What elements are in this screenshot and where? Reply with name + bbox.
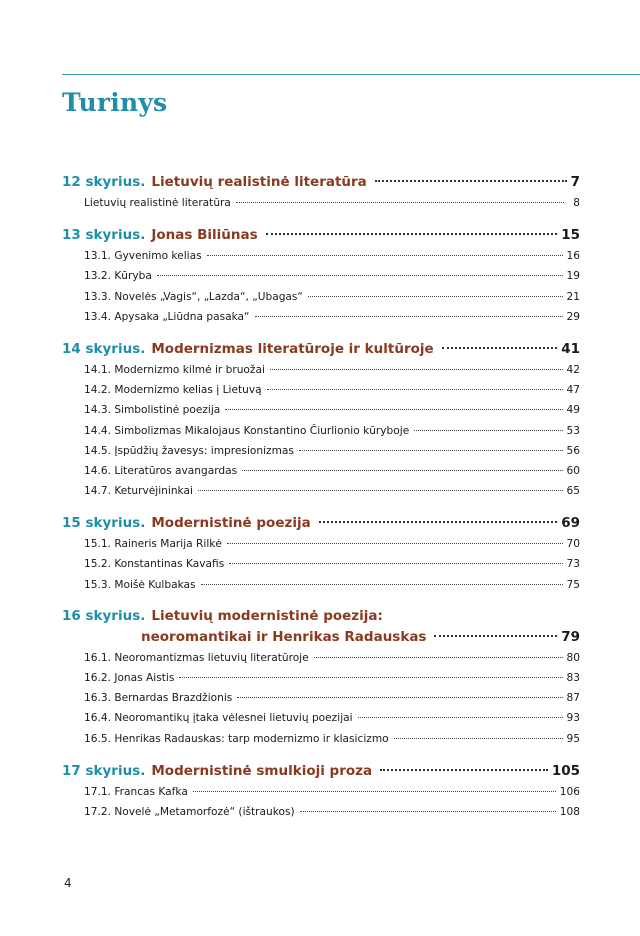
item-title: 14.1. Modernizmo kilmė ir bruožai <box>84 363 265 376</box>
item-title: 15.3. Moišė Kulbakas <box>84 578 196 591</box>
toc-item[interactable] <box>62 688 580 708</box>
toc-item[interactable] <box>62 648 580 668</box>
toc-item[interactable] <box>62 307 580 327</box>
toc-item[interactable] <box>62 441 580 461</box>
page-number: 4 <box>64 876 72 890</box>
toc-item[interactable] <box>62 266 580 286</box>
toc-item[interactable] <box>62 554 580 574</box>
dot-leader <box>300 811 556 812</box>
toc-chapter[interactable] <box>62 224 580 246</box>
dot-leader <box>314 657 563 658</box>
page-title: Turinys <box>62 88 168 117</box>
chapter-page: 15 <box>561 227 580 244</box>
item-title: 16.3. Bernardas Brazdžionis <box>84 692 233 705</box>
item-title: 15.1. Raineris Marija Rilkė <box>84 538 222 551</box>
toc-section <box>62 512 580 595</box>
toc-section <box>62 606 580 749</box>
item-title: 13.4. Apysaka „Liūdna pasaka“ <box>84 310 250 323</box>
dot-leader <box>442 347 558 349</box>
item-page: 87 <box>566 692 580 705</box>
toc-item[interactable] <box>62 802 580 822</box>
dot-leader <box>225 409 562 410</box>
item-title: 17.1. Francas Kafka <box>84 785 188 798</box>
toc-item[interactable] <box>62 421 580 441</box>
chapter-page: 7 <box>570 174 580 190</box>
toc-chapter[interactable] <box>62 606 580 648</box>
dot-leader <box>270 369 563 370</box>
dot-leader <box>198 490 563 491</box>
chapter-title: Lietuvių modernistinė poezija: <box>151 607 383 624</box>
dot-leader <box>319 521 558 523</box>
item-title: 16.1. Neoromantizmas lietuvių literatūroje <box>84 651 309 664</box>
chapter-page: 69 <box>561 515 580 532</box>
chapter-label: 14 skyrius. <box>62 340 146 357</box>
item-page: 95 <box>566 732 580 745</box>
item-title: 16.5. Henrikas Radauskas: tarp modernizmo ir klasicizmo <box>84 732 389 745</box>
chapter-title: Modernistinė smulkioji proza <box>151 762 373 779</box>
item-page: 83 <box>566 672 580 684</box>
toc-item[interactable] <box>62 534 580 554</box>
toc-item[interactable] <box>62 575 580 595</box>
chapter-title-continued: neoromantikai ir Henrikas Radauskas <box>141 628 427 645</box>
dot-leader <box>157 275 563 276</box>
chapter-label: 13 skyrius. <box>62 227 146 244</box>
chapter-page: 41 <box>561 340 580 357</box>
chapter-title: Jonas Biliūnas <box>151 227 258 244</box>
toc-item[interactable] <box>62 287 580 307</box>
toc-item[interactable] <box>62 360 580 380</box>
item-page: 65 <box>566 485 580 498</box>
item-title: 14.5. Įspūdžių žavesys: impresionizmas <box>84 444 294 457</box>
dot-leader <box>242 470 562 471</box>
toc-item[interactable] <box>62 380 580 400</box>
item-page: 73 <box>566 558 580 571</box>
dot-leader <box>237 697 562 698</box>
dot-leader <box>299 450 563 451</box>
dot-leader <box>179 677 562 678</box>
chapter-label: 15 skyrius. <box>62 515 146 532</box>
toc-item[interactable] <box>62 193 580 213</box>
item-page: 108 <box>559 805 580 818</box>
dot-leader <box>394 738 563 739</box>
item-title: 13.1. Gyvenimo kelias <box>84 250 202 263</box>
top-rule <box>62 74 640 75</box>
toc-item[interactable] <box>62 246 580 266</box>
dot-leader <box>358 717 563 718</box>
item-page: 8 <box>573 197 580 209</box>
dot-leader <box>267 389 563 390</box>
item-page: 42 <box>566 363 580 376</box>
item-title: 13.3. Novelės „Vagis“, „Lazda“, „Ubagas“ <box>84 290 303 303</box>
item-title: 15.2. Konstantinas Kavafis <box>84 558 225 571</box>
chapter-page: 105 <box>551 762 580 779</box>
item-page: 75 <box>566 578 580 591</box>
chapter-label: 16 skyrius. <box>62 607 146 624</box>
item-page: 29 <box>566 310 580 323</box>
item-title: 16.2. Jonas Aistis <box>84 672 175 684</box>
dot-leader <box>308 296 563 297</box>
toc-chapter[interactable] <box>62 512 580 534</box>
toc-item[interactable] <box>62 668 580 688</box>
toc-item[interactable] <box>62 708 580 728</box>
item-page: 106 <box>559 785 580 798</box>
item-title: 14.4. Simbolizmas Mikalojaus Konstantino Čiurlionio kūryboje <box>84 424 410 437</box>
dot-leader <box>193 791 556 792</box>
chapter-title: Modernizmas literatūroje ir kultūroje <box>151 340 434 357</box>
toc-item[interactable] <box>62 400 580 420</box>
toc-section <box>62 338 580 501</box>
dot-leader <box>255 316 563 317</box>
item-page: 53 <box>566 424 580 437</box>
item-page: 49 <box>566 404 580 417</box>
dot-leader <box>266 233 558 235</box>
chapter-page: 79 <box>561 628 580 645</box>
chapter-title: Lietuvių realistinė literatūra <box>151 174 367 190</box>
toc-item[interactable] <box>62 729 580 749</box>
toc-section <box>62 224 580 327</box>
item-page: 70 <box>566 538 580 551</box>
dot-leader <box>227 543 563 544</box>
dot-leader <box>229 563 562 564</box>
toc-item[interactable] <box>62 461 580 481</box>
dot-leader <box>375 180 567 182</box>
dot-leader <box>380 769 548 771</box>
item-title: 13.2. Kūryba <box>84 270 152 283</box>
item-title: Lietuvių realistinė literatūra <box>84 197 231 209</box>
toc-item[interactable] <box>62 782 580 802</box>
dot-leader <box>207 255 563 256</box>
toc-section <box>62 760 580 822</box>
toc-section <box>62 171 580 213</box>
item-title: 14.6. Literatūros avangardas <box>84 464 238 477</box>
toc-item[interactable] <box>62 481 580 501</box>
item-title: 14.2. Modernizmo kelias į Lietuvą <box>84 384 262 397</box>
item-title: 14.7. Keturvėjininkai <box>84 485 193 498</box>
toc-chapter[interactable] <box>62 760 580 782</box>
item-page: 93 <box>566 712 580 725</box>
dot-leader <box>201 584 563 585</box>
chapter-title: Modernistinė poezija <box>151 515 311 532</box>
item-page: 19 <box>566 270 580 283</box>
chapter-label: 12 skyrius. <box>62 174 146 190</box>
toc-chapter[interactable] <box>62 338 580 360</box>
item-title: 16.4. Neoromantikų įtaka vėlesnei lietuvių poezijai <box>84 712 353 725</box>
item-page: 56 <box>566 444 580 457</box>
dot-leader <box>414 430 562 431</box>
item-page: 16 <box>566 250 580 263</box>
item-page: 80 <box>566 651 580 664</box>
item-title: 17.2. Novelė „Metamorfozė“ (ištraukos) <box>84 805 295 818</box>
chapter-label: 17 skyrius. <box>62 762 146 779</box>
item-page: 21 <box>566 290 580 303</box>
dot-leader <box>236 202 564 203</box>
toc-chapter[interactable] <box>62 171 580 193</box>
item-page: 47 <box>566 384 580 397</box>
dot-leader <box>434 635 557 637</box>
table-of-contents <box>62 171 580 833</box>
item-title: 14.3. Simbolistinė poezija <box>84 404 221 417</box>
item-page: 60 <box>566 464 580 477</box>
